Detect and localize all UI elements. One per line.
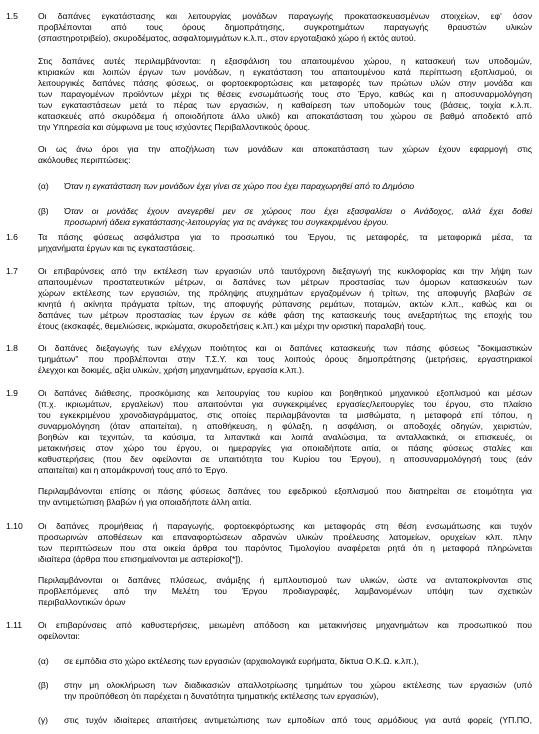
list-item-text: σε εμπόδια στο χώρο εκτέλεσης των εργασιών (αρχαιολογικά ευρήματα, δίκτυα Ο.Κ.Ω. κ.λπ.), (64, 656, 419, 666)
section-1-9-paragraph-1: Οι δαπάνες διάθεσης, προσκόμισης και λειτουργίας του κυρίου και βοηθητικού μηχανικού εξοπλισμού και μέσων (π.χ. ικριωμάτων, εργαλείων) που απαιτούνται για συγκεκριμένες εργασίες/λειτουργίες του έργου, στο πλαίσιο του εγκεκριμένου χρονοδιαγράμματος, στις οποίες περιλαμβάνονται τα μισθώματα, η μεταφορά επί τόπου, η συναρμολόγηση (όταν απαιτείται), η αποθήκευση, η φύλαξη, η ασφάλιση, οι αποδοχές οδηγών, χειριστών, βοηθών και τεχνιτών, τα καύσιμα, τα λιπαντικά και λοιπά αναλώσιμα, τα ανταλλακτικά, οι επισκευές, οι μετακινήσεις στον χώρο του έργου, οι ημεραργίες για οποιαδήποτε αιτία, οι πάσης φύσεως σταλίες και καθυστερήσεις (που δεν οφείλονται σε υπαιτιότητα του Κυρίου του Έργου), η αποσυναρμολόγησή τους (εάν απαιτείται) και η απομάκρυνσή τους από το Έργο. (38, 388, 532, 475)
section-1-6-paragraph: Τα πάσης φύσεως ασφάλιστρα για το προσωπικό του Έργου, τις μεταφορές, τα μεταφορικά μέσα, τα μηχανήματα έργων και τις εγκαταστάσεις. (38, 232, 532, 253)
section-1-7-paragraph: Οι επιβαρύνσεις από την εκτέλεση των εργασιών υπό ταυτόχρονη διεξαγωγή της κυκλοφορίας και την λήψη των απαιτουμένων προστατευτικών μέτρων, οι δαπάνες των μέτρων προστασίας των όμορων κατασκευών των χώρων εκτέλεσης των εργασιών, της πρόληψης ατυχημάτων εργαζομένων ή τρίτων, της αποφυγής βλαβών σε κινητά ή ακίνητα πράγματα τρίτων, της αποφυγής ρύπανσης ρεμάτων, ποταμών, ακτών κ.λπ., καθώς και οι δαπάνες των μέτρων προστασίας των έργων σε κάθε φάση της κατασκευής τους ανεξαρτήτως της εποχής του έτους (εκσκαφές, θεμελιώσεις, ικριώματα, σκυροδετήσεις κ.λπ.) και μέχρι την οριστική παραλαβή τους. (38, 266, 532, 331)
list-item-text: στην μη ολοκλήρωση των διαδικασιών απαλλοτρίωσης τμημάτων του χώρου εκτέλεσης των εργασιών (υπό την προϋπόθεση ότι παρέχεται η δυνατότητα τμηματικής εκτέλεσης των εργασιών), (64, 680, 532, 701)
section-number: 1.6 (6, 232, 18, 242)
section-number: 1.8 (6, 343, 18, 353)
list-item-text: Όταν η εγκατάσταση των μονάδων έχει γίνει σε χώρο που έχει παραχωρηθεί από το Δημόσιο (64, 181, 415, 191)
section-1-10-paragraph-1: Οι δαπάνες προμήθειας ή παραγωγής, φορτοεκφόρτωσης και μεταφοράς στη θέση ενσωμάτωσης και τυχόν προσωρινών αποθέσεων και επαναφορτώσεων αδρανών υλικών προέλευσης λατομείων, ορυχείων κλπ. πλην των περιπτώσεων που στα οικεία άρθρα του παρόντος Τιμολογίου αναφέρεται ρητά ότι η μεταφορά πληρώνεται ιδιαίτερα (άρθρα που επισημαίνονται με αστερίσκο[*]). (38, 521, 532, 564)
section-1-5-paragraph-3: Οι ως άνω όροι για την αποζήλωση των μονάδων και αποκατάσταση των χώρων έχουν εφαρμογή στις ακόλουθες περιπτώσεις: (38, 144, 532, 165)
list-item-label: (α) (38, 181, 49, 191)
section-1-11-paragraph: Οι επιβαρύνσεις από καθυστερήσεις, μειωμένη απόδοση και μετακινήσεις μηχανημάτων και προσωπικού που οφείλονται: (38, 620, 532, 641)
section-1-8-paragraph: Οι δαπάνες διεξαγωγής των ελέγχων ποιότητος και οι δαπάνες κατασκευής των πάσης φύσεως "δοκιμαστικών τμημάτων" που προβλέπονται στην Τ.Σ.Υ. και τους λοιπούς όρους δημοπράτησης (μετρήσεις, εργαστηριακοί έλεγχοι και δοκιμές, αξία υλικών, χρήση μηχανημάτων, εργασία κ.λπ.). (38, 343, 532, 375)
list-item-text: Όταν οι μονάδες έχουν ανεγερθεί μεν σε χώρους που έχει εξασφαλίσει ο Ανάδοχος, αλλά έχει δοθεί προσωρινή άδεια εγκατάστασης-λειτουργίας για τις ανάγκες του συγκεκριμένου έργου. (64, 206, 532, 227)
list-item-label: (α) (38, 656, 49, 666)
list-item-label: (β) (38, 206, 49, 216)
section-1-10-paragraph-2: Περιλαμβάνονται οι δαπάνες πλύσεως, ανάμιξης ή εμπλουτισμού των υλικών, ώστε να ανταποκρίνονται στις προβλεπόμενες από την Μελέτη του Έργου προδιαγραφές, λαμβανομένων υπόψη των σχετικών περιβαλλοντικών όρων (38, 575, 532, 607)
section-number: 1.7 (6, 266, 18, 276)
section-1-9-paragraph-2: Περιλαμβάνονται επίσης οι πάσης φύσεως δαπάνες του εφεδρικού εξοπλισμού που διατηρείται σε ετοιμότητα για την αντιμετώπιση βλαβών ή για οποιαδήποτε άλλη αιτία. (38, 486, 532, 507)
list-item-text: στις τυχόν ιδιαίτερες απαιτήσεις αντιμετώπισης των εμποδίων από τους αρμόδιους για αυτά φορείς (ΥΠ.ΠΟ, (64, 715, 532, 725)
section-number: 1.9 (6, 388, 18, 398)
list-item-label: (γ) (38, 715, 49, 725)
section-number: 1.10 (6, 521, 23, 531)
section-number: 1.11 (6, 620, 23, 630)
section-1-5-paragraph-2: Στις δαπάνες αυτές περιλαμβάνονται: η εξασφάλιση του απαιτουμένου χώρου, η κατασκευή των υποδομών, κτιριακών και λοιπών έργων των μονάδων, η εγκατάσταση του απαιτουμένου κατά περίπτωση εξοπλισμού, οι λειτουργικές δαπάνες πάσης φύσεως, οι φορτοεκφορτώσεις και μεταφορές των πρώτων υλών στην μονάδα και των παραγομένων προϊόντων μέχρι τις θέσεις ενσωμάτωσής τους στο Έργο, καθώς και η αποσυναρμολόγηση των εγκαταστάσεων μετά το πέρας των εργασιών, η καθαίρεση των υποδομών τους (βάσεις, τοιχία κ.λ.π. κατασκευές από σκυρόδεμα ή οποιοδήποτε άλλο υλικό) και αποκατάσταση του χώρου σε βαθμό αποδεκτό από την Υπηρεσία και σύμφωνα με τους ισχύοντες Περιβαλλοντικούς όρους. (38, 56, 532, 132)
section-number: 1.5 (6, 11, 18, 21)
section-1-5-paragraph-1: Οι δαπάνες εγκατάστασης και λειτουργίας μονάδων παραγωγής προκατασκευασμένων στοιχείων, εφ' όσον προβλέπονται από τους όρους δημοπράτησης, συγκροτημάτων παραγωγής θραυστών υλικών (σπαστηροτριβείο), σκυροδέματος, ασφαλτομιγμάτων κ.λ.π., στον εργοταξιακό χώρο ή εκτός αυτού. (38, 11, 532, 43)
list-item-label: (β) (38, 680, 49, 690)
